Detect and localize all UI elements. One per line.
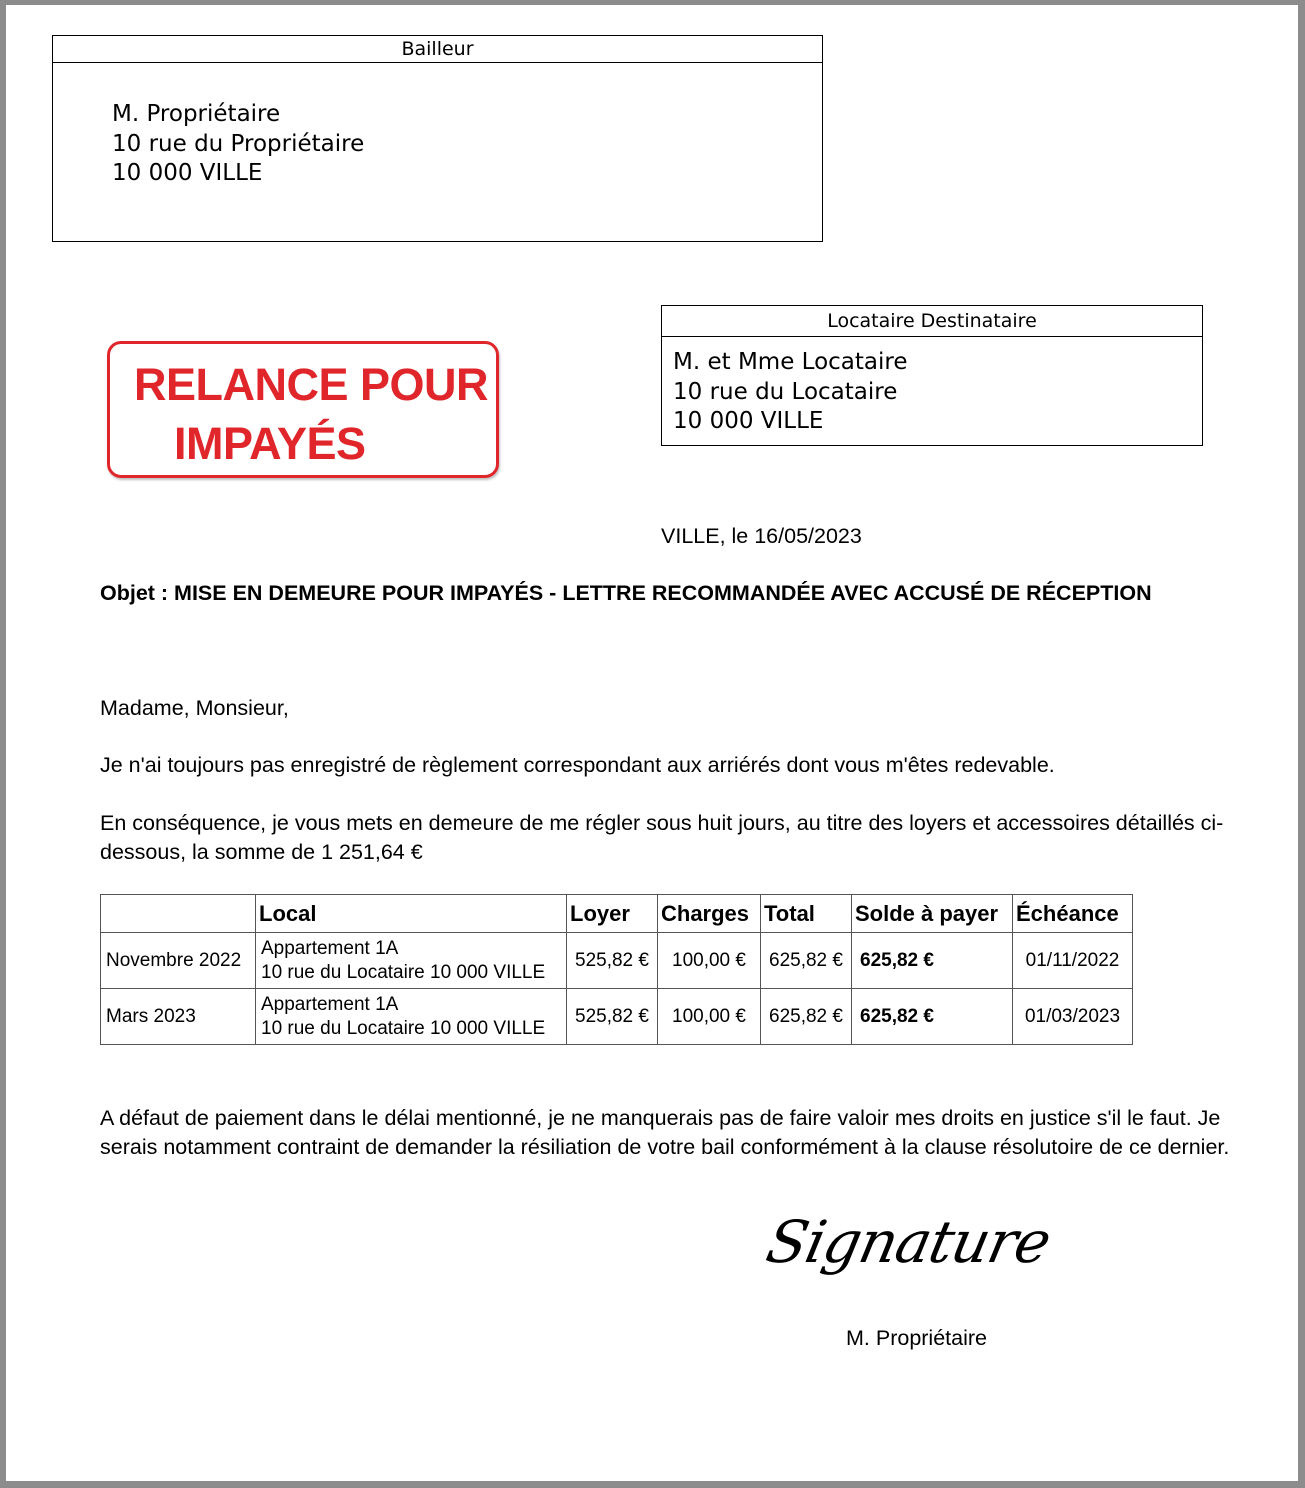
header-period	[101, 895, 256, 933]
cell-total: 625,82 €	[761, 933, 852, 989]
cell-period: Mars 2023	[101, 989, 256, 1045]
tenant-city: 10 000 VILLE	[673, 408, 824, 434]
arrears-table	[100, 894, 1133, 1045]
cell-local	[256, 989, 567, 1045]
cell-local-line2: 10 rue du Locataire 10 000 VILLE	[261, 961, 546, 983]
cell-local	[256, 933, 567, 989]
tenant-street: 10 rue du Locataire	[673, 378, 898, 405]
cell-charges: 100,00 €	[658, 933, 761, 989]
date-line: VILLE, le 16/05/2023	[661, 524, 862, 548]
handwritten-signature: Signature	[760, 1208, 1057, 1276]
letter-subject: Objet : MISE EN DEMEURE POUR IMPAYÉS - LETTRE RECOMMANDÉE AVEC ACCUSÉ DE RÉCEPTION	[100, 581, 1152, 605]
header-local: Local	[256, 895, 567, 933]
cell-solde: 625,82 €	[852, 989, 1013, 1045]
cell-loyer: 525,82 €	[567, 989, 658, 1045]
landlord-box-title: Bailleur	[53, 36, 822, 63]
cell-period: Novembre 2022	[101, 933, 256, 989]
reminder-stamp	[107, 341, 499, 478]
landlord-name: M. Propriétaire	[112, 101, 281, 127]
cell-total: 625,82 €	[761, 989, 852, 1045]
header-loyer: Loyer	[567, 895, 658, 933]
cell-local-line2: 10 rue du Locataire 10 000 VILLE	[261, 1017, 546, 1039]
cell-local-line1: Appartement 1A	[261, 937, 399, 959]
cell-solde: 625,82 €	[852, 933, 1013, 989]
table-row	[101, 989, 1133, 1045]
landlord-box	[52, 35, 823, 242]
cell-charges: 100,00 €	[658, 989, 761, 1045]
cell-echeance: 01/11/2022	[1013, 933, 1133, 989]
paragraph-3: A défaut de paiement dans le délai mentionné, je ne manquerais pas de faire valoir mes droits en justice s'il le faut. Je serais notamment contraint de demander la résiliation de votre bail conformément à la clause résolutoire de ce dernier.	[100, 1106, 1230, 1159]
stamp-line-1: RELANCE POUR	[134, 359, 489, 410]
cell-loyer: 525,82 €	[567, 933, 658, 989]
salutation: Madame, Monsieur,	[100, 696, 289, 720]
paragraph-1: Je n'ai toujours pas enregistré de règlement correspondant aux arriérés dont vous m'êtes redevable.	[100, 753, 1055, 777]
landlord-city: 10 000 VILLE	[112, 160, 263, 186]
tenant-box	[661, 305, 1203, 446]
cell-echeance: 01/03/2023	[1013, 989, 1133, 1045]
stamp-line-2: IMPAYÉS	[174, 418, 366, 469]
tenant-address	[673, 348, 907, 437]
header-echeance: Échéance	[1013, 895, 1133, 933]
header-charges: Charges	[658, 895, 761, 933]
header-solde: Solde à payer	[852, 895, 1013, 933]
table-row	[101, 933, 1133, 989]
landlord-street: 10 rue du Propriétaire	[112, 130, 365, 157]
signer-name: M. Propriétaire	[846, 1326, 987, 1350]
cell-local-line1: Appartement 1A	[261, 993, 399, 1015]
paragraph-2: En conséquence, je vous mets en demeure de me régler sous huit jours, au titre des loyers et accessoires détaillés ci-dessous, la somme de 1 251,64 €	[100, 811, 1224, 864]
landlord-address	[112, 100, 364, 189]
table-header-row	[101, 895, 1133, 933]
tenant-name: M. et Mme Locataire	[673, 349, 908, 375]
header-total: Total	[761, 895, 852, 933]
tenant-box-title: Locataire Destinataire	[662, 306, 1202, 337]
